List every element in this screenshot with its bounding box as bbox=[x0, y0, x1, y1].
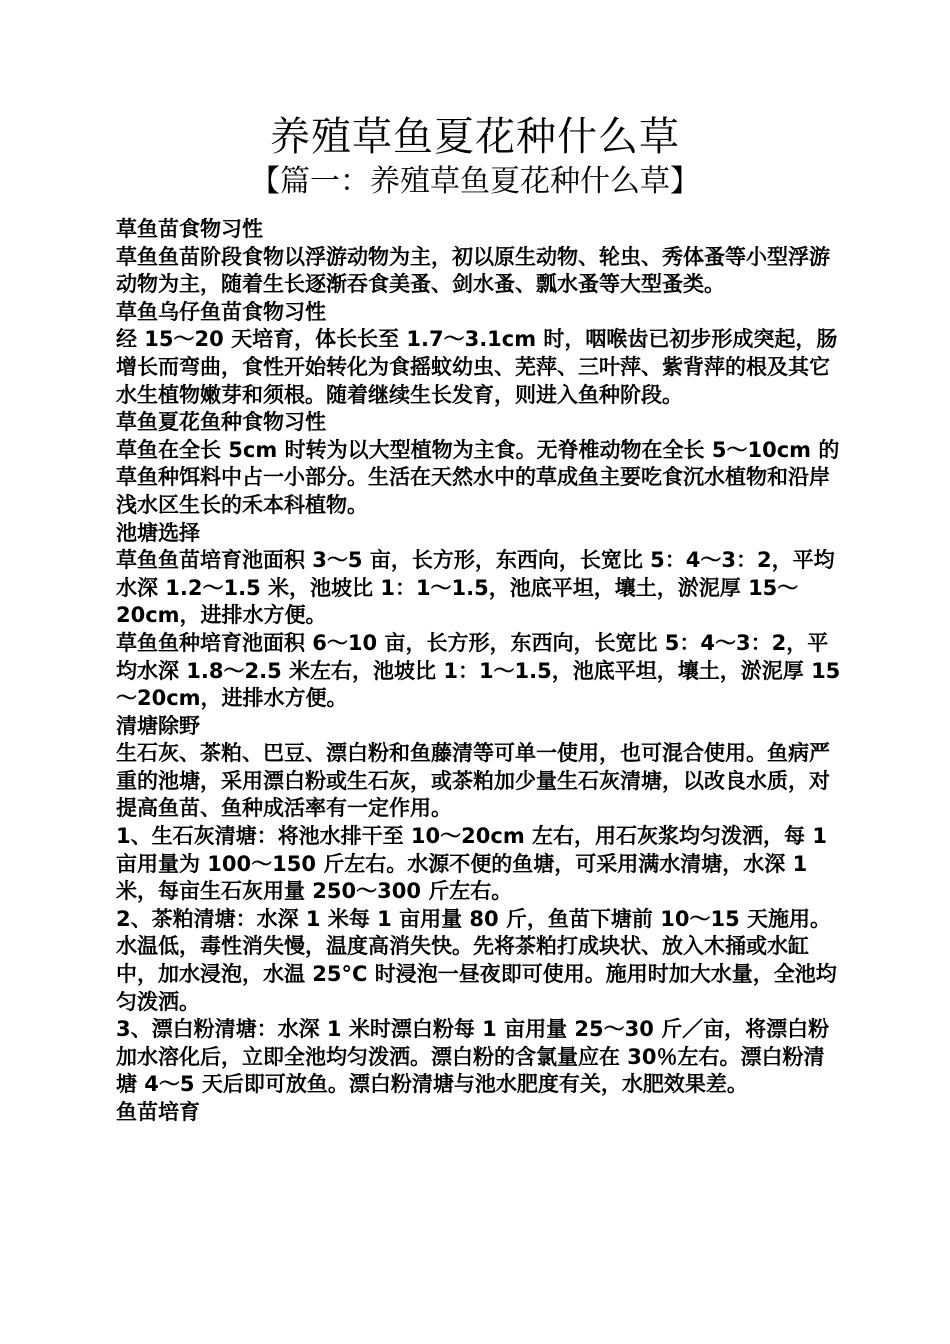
paragraph-fry-feeding: 草鱼鱼苗阶段食物以浮游动物为主，初以原生动物、轮虫、秀体蚤等小型浮游动物为主，随着生长逐渐吞食美蚤、剑水蚤、瓢水蚤等大型蚤类。 bbox=[116, 244, 830, 297]
paragraph-summer-fingerling-feeding: 草鱼在全长 5cm 时转为以大型植物为主食。无脊椎动物在全长 5～10cm 的草鱼种饵料中占一小部分。生活在天然水中的草成鱼主要吃食沉水植物和沿岸浅水区生长的禾本科植物。 bbox=[116, 437, 840, 517]
section-heading-summer-fingerling-feeding: 草鱼夏花鱼种食物习性 bbox=[116, 410, 326, 435]
paragraph-cleaning-agents: 生石灰、茶粕、巴豆、漂白粉和鱼藤清等可单一使用，也可混合使用。鱼病严重的池塘，采用漂白粉或生石灰，或茶粕加少量生石灰清塘，以改良水质，对提高鱼苗、鱼种成活率有一定作用。 bbox=[116, 741, 830, 821]
paragraph-bleach-cleaning: 3、漂白粉清塘：水深 1 米时漂白粉每 1 亩用量 25～30 斤／亩，将漂白粉加水溶化后，立即全池均匀泼洒。漂白粉的含氯量应在 30％左右。漂白粉清塘 4～5 天后即可放鱼。漂白粉清塘与池水肥度有关，水肥效果差。 bbox=[116, 1017, 830, 1097]
section-heading-early-fingerling-feeding: 草鱼乌仔鱼苗食物习性 bbox=[116, 299, 326, 324]
document-body bbox=[116, 216, 844, 1127]
section-heading-pond-selection: 池塘选择 bbox=[116, 520, 200, 545]
paragraph-quicklime-cleaning: 1、生石灰清塘：将池水排干至 10～20cm 左右，用石灰浆均匀泼洒，每 1 亩用量为 100～150 斤左右。水源不便的鱼塘，可采用满水清塘，水深 1 米，每亩生石灰用量 250～300 斤左右。 bbox=[116, 824, 827, 904]
section-heading-fry-rearing: 鱼苗培育 bbox=[116, 1100, 200, 1124]
document-title: 养殖草鱼夏花种什么草 bbox=[270, 114, 680, 160]
paragraph-early-fingerling-feeding: 经 15～20 天培育，体长长至 1.7～3.1cm 时，咽喉齿已初步形成突起，肠增长而弯曲，食性开始转化为食摇蚊幼虫、芜萍、三叶萍、紫背萍的根及其它水生植物嫩芽和须根。随着继续生长发育，则进入鱼种阶段。 bbox=[116, 327, 838, 407]
document-subtitle: 【篇一：养殖草鱼夏花种什么草】 bbox=[250, 164, 700, 199]
section-heading-fry-feeding: 草鱼苗食物习性 bbox=[116, 217, 263, 241]
paragraph-teaseed-cleaning: 2、茶粕清塘：水深 1 米每 1 亩用量 80 斤，鱼苗下塘前 10～15 天施用。水温低，毒性消失慢，温度高消失快。先将茶粕打成块状、放入木捅或水缸中，加水浸泡，水温 25°C 时浸泡一昼夜即可使用。施用时加大水量，全池均匀泼洒。 bbox=[116, 906, 837, 1014]
paragraph-fingerling-pond: 草鱼鱼种培育池面积 6～10 亩，长方形，东西向，长宽比 5：4～3：2，平均水深 1.8～2.5 米左右，池坡比 1：1～1.5，池底平坦，壤土，淤泥厚 15～20cm，进排水方便。 bbox=[116, 630, 841, 711]
section-heading-pond-cleaning: 清塘除野 bbox=[116, 713, 200, 738]
paragraph-fry-pond: 草鱼鱼苗培育池面积 3～5 亩，长方形，东西向，长宽比 5：4～3：2，平均水深 1.2～1.5 米，池坡比 1：1～1.5，池底平坦，壤土，淤泥厚 15～20cm，进排水方便。 bbox=[116, 548, 835, 628]
